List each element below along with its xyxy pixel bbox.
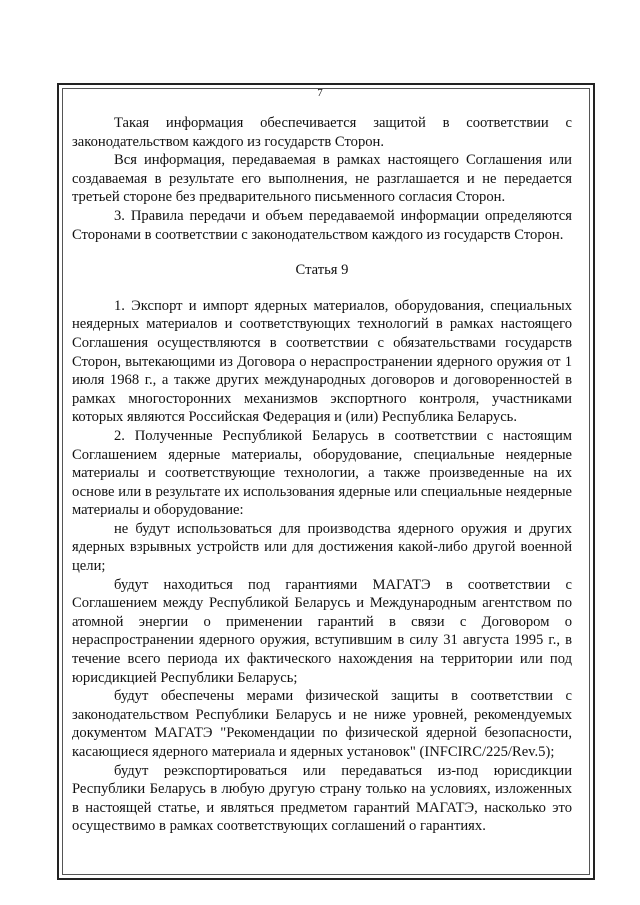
page-number: 7 [317, 87, 323, 99]
paragraph: Вся информация, передаваемая в рамках настоящего Соглашения или создаваемая в результате его выполнения, не разглашается и не передается третьей стороне без предварительного письменного согласия Сторон. [72, 152, 572, 206]
list-item: будут обеспечены мерами физической защиты в соответствии с законодательством Республики Беларусь и не ниже уровней, рекомендуемых документом МАГАТЭ "Рекомендации по физической ядерной безопасности, касающиеся ядерного материала и ядерных установок" (INFCIRC/225/Rev.5); [72, 688, 572, 760]
list-item: не будут использоваться для производства ядерного оружия и других ядерных взрывных устройств или для достижения какой-либо другой военной цели; [72, 520, 572, 575]
document-body [72, 114, 572, 836]
paragraph: 2. Полученные Республикой Беларусь в соответствии с настоящим Соглашением ядерные материалы, оборудование, специальные неядерные материалы и соответствующие технологии, а также произведенные на их основе или в результате их использования ядерные или специальные неядерные материалы и оборудование: [72, 427, 572, 519]
article-heading: Статья 9 [295, 262, 349, 279]
list-item: будут находиться под гарантиями МАГАТЭ в соответствии с Соглашением между Республикой Беларусь и Международным агентством по атомной энергии о применении гарантий в связи с Договором о нераспространении ядерного оружия, вступившим в силу 31 августа 1995 г., в течение всего периода их фактического нахождения на территории или под юрисдикцией Республики Беларусь; [72, 576, 572, 686]
paragraph: 3. Правила передачи и объем передаваемой информации определяются Сторонами в соответствии с законодательством каждого из государств Сторон. [72, 207, 572, 243]
paragraph: 1. Экспорт и импорт ядерных материалов, оборудования, специальных неядерных материалов и соответствующих технологий в рамках настоящего Соглашения осуществляются в соответствии с обязательствами государств Сторон, вытекающими из Договора о нераспространении ядерного оружия от 1 июля 1968 г., а также других международных договоров и договоренностей в рамках многосторонних механизмов экспортного контроля, участниками которых являются Российская Федерация и (или) Республика Беларусь. [72, 297, 572, 426]
list-item: будут реэкспортироваться или передаваться из-под юрисдикции Республики Беларусь в любую другую страну только на условиях, изложенных в настоящей статье, и являться предметом гарантий МАГАТЭ, насколько это осуществимо в рамках соответствующих соглашений о гарантиях. [72, 762, 572, 835]
paragraph: Такая информация обеспечивается защитой в соответствии с законодательством каждого из государств Сторон. [72, 115, 572, 150]
